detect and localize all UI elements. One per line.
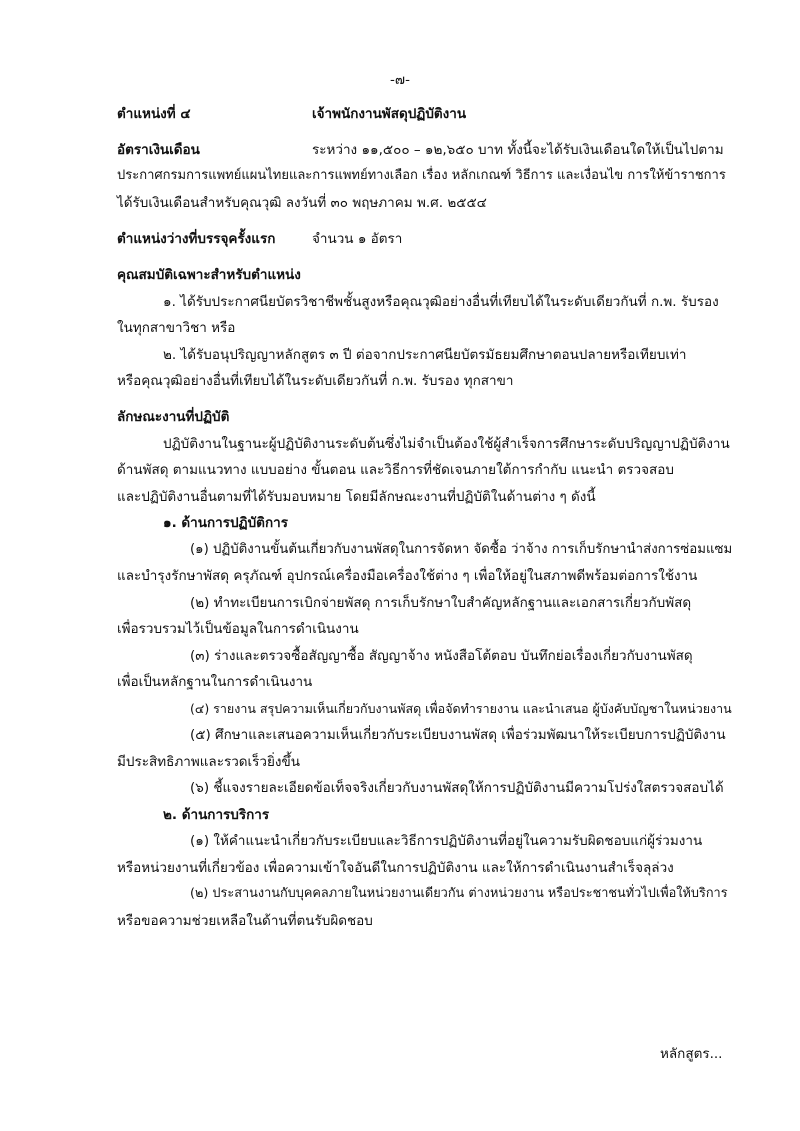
duties-heading: ลักษณะงานที่ปฏิบัติ (117, 409, 230, 425)
duties-intro-line-3: และปฏิบัติงานอื่นตามที่ได้รับมอบหมาย โดยมีลักษณะงานที่ปฏิบัติในด้านต่าง ๆ ดังนี้ (117, 489, 596, 505)
duties-intro-line-2: ด้านพัสดุ ตามแนวทาง แบบอย่าง ขั้นตอน และวิธีการที่ชัดเจนภายใต้การกำกับ แนะนำ ตรวจสอบ (117, 462, 674, 478)
operation-3-line-2: เพื่อเป็นหลักฐานในการดำเนินงาน (117, 674, 313, 690)
vacancy-value: จำนวน ๑ อัตรา (312, 231, 403, 247)
salary-label: อัตราเงินเดือน (117, 142, 200, 158)
operation-4-line-1: (๔) รายงาน สรุปความเห็นเกี่ยวกับงานพัสดุ เพื่อจัดทำรายงาน และนำเสนอ ผู้บังคับบัญชาในหน่วยงาน (190, 701, 732, 716)
duties-intro-line-1: ปฏิบัติงานในฐานะผู้ปฏิบัติงานระดับต้นซึ่งไม่จำเป็นต้องใช้ผู้สำเร็จการศึกษาระดับปริญญาปฏิบัติงาน (163, 436, 730, 452)
operation-5-line-1: (๕) ศึกษาและเสนอความเห็นเกี่ยวกับระเบียบงานพัสดุ เพื่อร่วมพัฒนาให้ระเบียบการปฏิบัติงาน (190, 727, 726, 743)
salary-line-2: ประกาศกรมการแพทย์แผนไทยและการแพทย์ทางเลือก เรื่อง หลักเกณฑ์ วิธีการ และเงื่อนไข การให้ข้าราชการ (117, 168, 726, 183)
qualification-2-line-2: หรือคุณวุฒิอย่างอื่นที่เทียบได้ในระดับเดียวกันที่ ก.พ. รับรอง ทุกสาขา (117, 373, 514, 389)
operation-6-line-1: (๖) ชี้แจงรายละเอียดข้อเท็จจริงเกี่ยวกับงานพัสดุให้การปฏิบัติงานมีความโปร่งใสตรวจสอบได้ (190, 780, 724, 796)
salary-line-3: ได้รับเงินเดือนสำหรับคุณวุฒิ ลงวันที่ ๓๐ พฤษภาคม พ.ศ. ๒๕๕๔ (117, 195, 487, 211)
qualifications-heading: คุณสมบัติเฉพาะสำหรับตำแหน่ง (117, 267, 301, 283)
operation-5-line-2: มีประสิทธิภาพและรวดเร็วยิ่งขึ้น (117, 754, 300, 770)
service-2-line-1: (๒) ประสานงานกับบุคคลภายในหน่วยงานเดียวกัน ต่างหน่วยงาน หรือประชาชนทั่วไปเพื่อให้บริการ (190, 886, 728, 901)
service-1-line-2: หรือหน่วยงานที่เกี่ยวข้อง เพื่อความเข้าใจอันดีในการปฏิบัติงาน และให้การดำเนินงานสำเร็จลุล่วง (117, 860, 674, 876)
service-2-line-2: หรือขอความช่วยเหลือในด้านที่ตนรับผิดชอบ (117, 913, 373, 929)
continuation-text: หลักสูตร... (660, 1046, 723, 1062)
operation-1-line-2: และบำรุงรักษาพัสดุ ครุภัณฑ์ อุปกรณ์เครื่องมือเครื่องใช้ต่าง ๆ เพื่อให้อยู่ในสภาพดีพร้อมต่อการใช้งาน (117, 568, 698, 584)
qualification-1-line-2: ในทุกสาขาวิชา หรือ (117, 320, 236, 336)
page-number: -๗- (390, 72, 410, 88)
operation-3-line-1: (๓) ร่างและตรวจซื้อสัญญาซื้อ สัญญาจ้าง หนังสือโต้ตอบ บันทึกย่อเรื่องเกี่ยวกับงานพัสดุ (190, 648, 693, 664)
operations-heading: ๑. ด้านการปฏิบัติการ (163, 515, 288, 531)
position-title: เจ้าพนักงานพัสดุปฏิบัติงาน (312, 106, 467, 122)
service-1-line-1: (๑) ให้คำแนะนำเกี่ยวกับระเบียบและวิธีการปฏิบัติงานที่อยู่ในความรับผิดชอบแก่ผู้ร่วมงาน (190, 833, 703, 849)
qualification-2-line-1: ๒. ได้รับอนุปริญญาหลักสูตร ๓ ปี ต่อจากประกาศนียบัตรมัธยมศึกษาตอนปลายหรือเทียบเท่า (163, 347, 687, 363)
operation-2-line-1: (๒) ทำทะเบียนการเบิกจ่ายพัสดุ การเก็บรักษาใบสำคัญหลักฐานและเอกสารเกี่ยวกับพัสดุ (190, 595, 692, 611)
position-label: ตำแหน่งที่ ๔ (117, 106, 191, 122)
operation-1-line-1: (๑) ปฏิบัติงานขั้นต้นเกี่ยวกับงานพัสดุในการจัดหา จัดซื้อ ว่าจ้าง การเก็บรักษานำส่งการซ่อมแซม (190, 542, 733, 557)
operation-2-line-2: เพื่อรวบรวมไว้เป็นข้อมูลในการดำเนินงาน (117, 621, 359, 637)
vacancy-label: ตำแหน่งว่างที่บรรจุครั้งแรก (117, 231, 276, 247)
service-heading: ๒. ด้านการบริการ (163, 807, 270, 823)
salary-line-1: ระหว่าง ๑๑,๕๐๐ – ๑๒,๖๕๐ บาท ทั้งนี้จะได้รับเงินเดือนใดให้เป็นไปตาม (312, 142, 724, 158)
qualification-1-line-1: ๑. ได้รับประกาศนียบัตรวิชาชีพชั้นสูงหรือคุณวุฒิอย่างอื่นที่เทียบได้ในระดับเดียวกันที่ ก.พ. รับรอง (163, 294, 719, 310)
